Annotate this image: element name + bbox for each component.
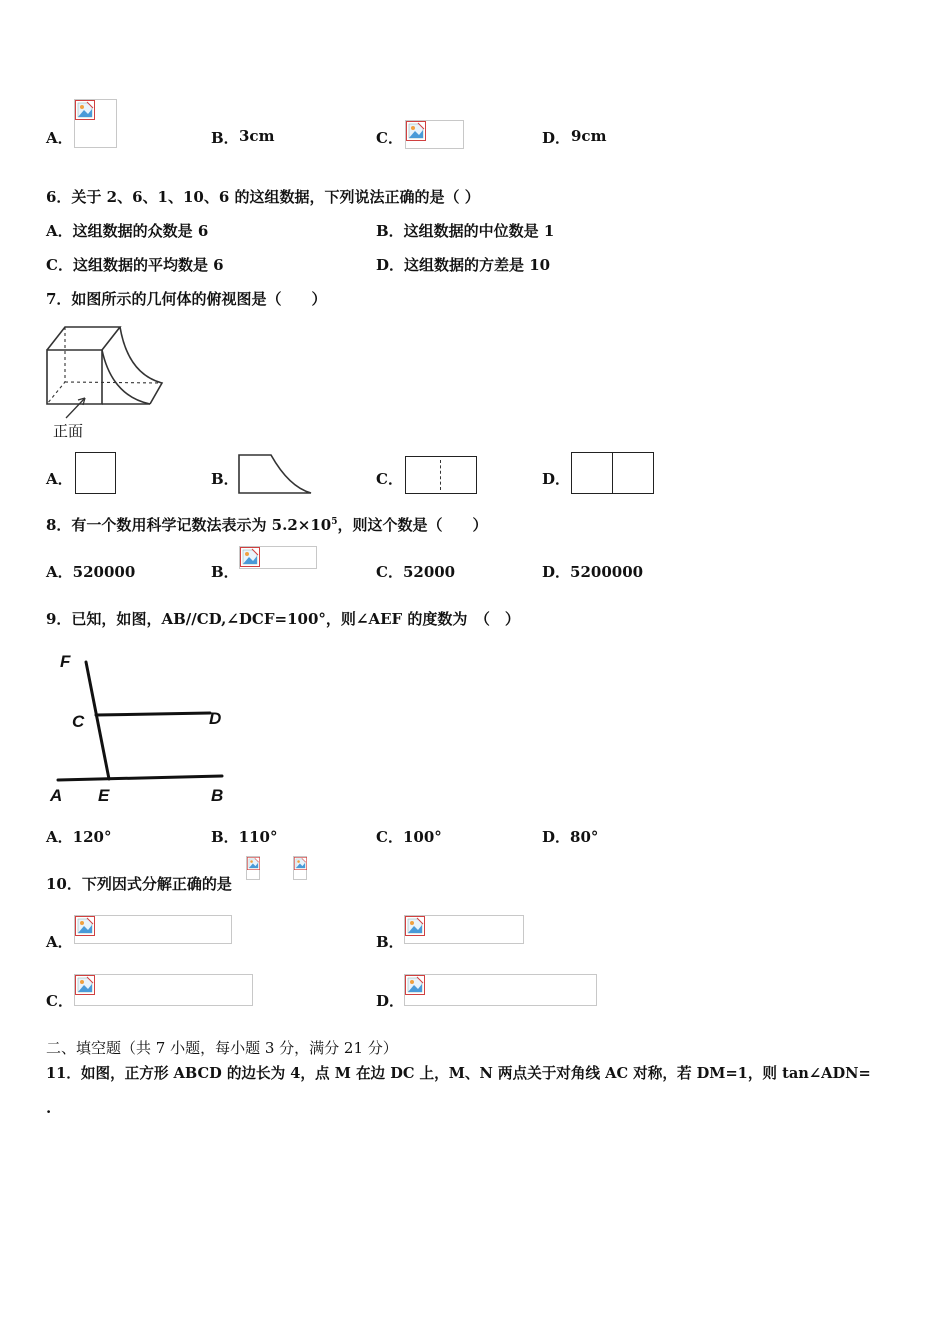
q8-option-b-label: B． — [211, 563, 239, 581]
q7-option-b-label: B． — [211, 470, 239, 488]
q5-option-b-label: B． — [211, 129, 239, 147]
q10-inline-image-2 — [293, 856, 307, 880]
q9-option-a: A．120° — [46, 828, 112, 846]
q8-stem-pre: 8．有一个数用科学记数法表示为 5.2×10 — [46, 516, 332, 534]
broken-image-icon — [75, 975, 95, 995]
q9-option-b: B．110° — [211, 828, 278, 846]
q7-option-c-rect — [405, 456, 477, 494]
q5-option-d-label: D． — [542, 129, 571, 147]
q9-option-c: C．100° — [376, 828, 442, 846]
q8-option-d: D．5200000 — [542, 563, 644, 581]
q7-option-c-dashed-line — [440, 460, 441, 490]
q7-option-c-label: C． — [376, 470, 403, 488]
q5-option-c-image — [405, 120, 464, 149]
q5-option-a-label: A． — [46, 129, 73, 147]
q6-option-d: D．这组数据的方差是 10 — [376, 256, 551, 274]
q9-option-d: D．80° — [542, 828, 599, 846]
q7-option-b-shape — [237, 453, 315, 497]
q10-inline-image-1 — [246, 856, 260, 880]
q10-option-b-image — [404, 915, 524, 944]
q9-line-cd — [96, 713, 210, 715]
q6-option-b: B．这组数据的中位数是 1 — [376, 222, 555, 240]
broken-image-icon — [406, 121, 426, 141]
q10-option-d-image — [404, 974, 597, 1006]
q9-stem: 9．已知，如图，AB//CD,∠DCF=100°，则∠AEF 的度数为 （ ） — [46, 610, 520, 628]
q8-stem-post: ，则这个数是（ ） — [337, 516, 488, 534]
q10-option-a-label: A． — [46, 933, 73, 951]
q9-label-b: B — [211, 786, 224, 805]
q8-option-c: C．52000 — [376, 563, 456, 581]
q7-front-face — [47, 350, 102, 404]
q9-transversal-line — [86, 662, 109, 779]
q6-option-c: C．这组数据的平均数是 6 — [46, 256, 224, 274]
q8-stem — [46, 514, 487, 535]
q6-option-a: A．这组数据的众数是 6 — [46, 222, 209, 240]
q9-label-d: D — [209, 709, 222, 728]
q8-option-a: A．520000 — [46, 563, 136, 581]
section-2-heading: 二、填空题（共 7 小题，每小题 3 分，满分 21 分） — [46, 1039, 398, 1057]
broken-image-icon — [405, 916, 425, 936]
q11-tail: . — [46, 1099, 52, 1117]
q8-option-b-image — [239, 546, 317, 569]
q6-stem: 6．关于 2、6、1、10、6 的这组数据，下列说法正确的是（ ） — [46, 188, 480, 206]
q10-option-a-image — [74, 915, 232, 944]
q9-label-c: C — [72, 712, 85, 731]
q5-option-d-text: 9cm — [571, 127, 607, 145]
q5-option-a-image — [74, 99, 117, 148]
q5-option-c-label: C． — [376, 129, 403, 147]
broken-image-icon — [247, 857, 260, 870]
q10-option-c-label: C． — [46, 992, 73, 1010]
q10-stem: 10．下列因式分解正确的是 — [46, 875, 232, 893]
broken-image-icon — [240, 547, 260, 567]
q9-parallel-lines-figure — [44, 640, 234, 810]
q10-option-d-label: D． — [376, 992, 405, 1010]
q10-option-c-image — [74, 974, 253, 1006]
q9-label-e: E — [98, 786, 110, 805]
q8-stem-exponent: 5 — [331, 517, 338, 527]
q9-label-f: F — [60, 652, 71, 671]
q7-option-d-label: D． — [542, 470, 571, 488]
q5-option-b-text: 3cm — [239, 127, 275, 145]
q7-option-d-divider — [612, 453, 613, 493]
q9-line-ab — [58, 776, 222, 780]
broken-image-icon — [75, 100, 95, 120]
q7-figure-label: 正面 — [53, 422, 84, 440]
q7-option-a-square — [75, 452, 116, 494]
q10-option-b-label: B． — [376, 933, 404, 951]
q7-option-d-rect — [571, 452, 654, 494]
q9-label-a: A — [50, 786, 63, 805]
broken-image-icon — [405, 975, 425, 995]
broken-image-icon — [75, 916, 95, 936]
q7-option-a-label: A． — [46, 470, 73, 488]
broken-image-icon — [294, 857, 307, 870]
q11-stem: 11．如图，正方形 ABCD 的边长为 4，点 M 在边 DC 上，M、N 两点关于对角线 AC 对称，若 DM=1，则 tan∠ADN= — [46, 1065, 871, 1082]
q7-stem: 7．如图所示的几何体的俯视图是（ ） — [46, 290, 327, 308]
